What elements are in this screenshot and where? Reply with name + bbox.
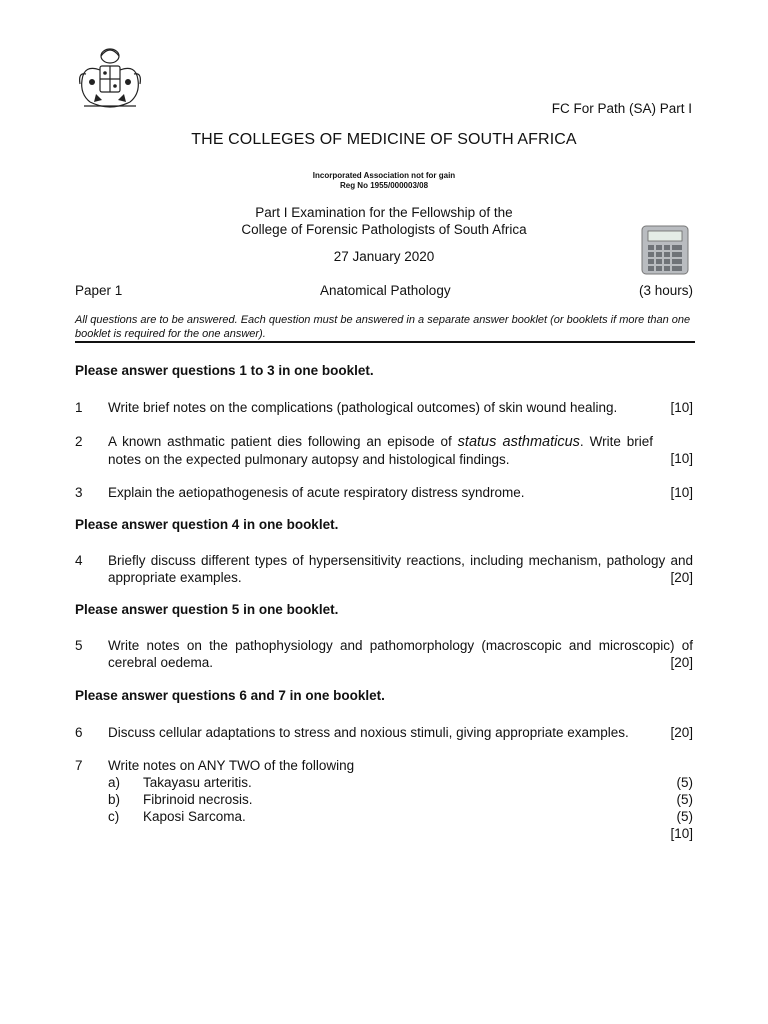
paper-info-row <box>75 283 693 298</box>
registration-number: Reg No 1955/000003/08 <box>339 181 429 190</box>
question-text-part: . Write brief notes on the expected pulmonary autopsy and histological findings. <box>108 434 654 467</box>
part-marks: (5) <box>676 809 693 824</box>
part-marks: (5) <box>676 792 693 807</box>
part-letter: c) <box>108 809 120 824</box>
question-text-italic: status asthmaticus <box>457 434 580 450</box>
exam-title-line-1: Part I Examination for the Fellowship of the <box>255 205 513 220</box>
question-7-part-c <box>108 808 693 825</box>
instructions: All questions are to be answered. Each question must be answered in a separate answer booklet (or booklets if more than one booklet is required for the one answer). <box>75 314 691 340</box>
part-text: Fibrinoid necrosis. <box>143 792 253 807</box>
section-heading: Please answer questions 6 and 7 in one booklet. <box>75 688 385 703</box>
incorporated-text: Incorporated Association not for gain <box>312 171 456 180</box>
question-text: Write notes on the pathophysiology and pathomorphology (macroscopic and microscopic) of cerebral oedema. <box>108 638 693 670</box>
question-text: Discuss cellular adaptations to stress and noxious stimuli, giving appropriate examples. <box>108 725 629 740</box>
part-marks: (5) <box>676 775 693 790</box>
question-7 <box>75 757 693 774</box>
question-text <box>108 433 653 468</box>
incorporation-note <box>0 171 768 191</box>
question-marks: [20] <box>670 570 693 585</box>
divider <box>75 341 695 343</box>
section-heading: Please answer question 5 in one booklet. <box>75 602 339 617</box>
college-name: THE COLLEGES OF MEDICINE OF SOUTH AFRICA <box>191 131 577 148</box>
question-7-part-a <box>108 774 693 791</box>
section-heading: Please answer question 4 in one booklet. <box>75 517 339 532</box>
question-number: 3 <box>75 485 83 500</box>
part-text: Kaposi Sarcoma. <box>143 809 246 824</box>
paper-number: Paper 1 <box>75 283 123 298</box>
question-text: Write notes on ANY TWO of the following <box>108 758 355 773</box>
exam-date: 27 January 2020 <box>333 249 435 264</box>
question-5 <box>75 637 693 671</box>
exam-title <box>0 204 768 238</box>
question-number: 2 <box>75 434 83 449</box>
paper-duration: (3 hours) <box>638 283 693 298</box>
question-text: Write brief notes on the complications (pathological outcomes) of skin wound healing. <box>108 400 618 415</box>
question-3 <box>75 484 693 501</box>
question-1 <box>75 399 693 416</box>
question-4 <box>75 552 693 586</box>
question-text-part: A known asthmatic patient dies following an episode of <box>108 434 458 449</box>
paper-subject: Anatomical Pathology <box>320 283 451 298</box>
question-6 <box>75 724 693 741</box>
question-number: 5 <box>75 638 83 653</box>
question-text: Briefly discuss different types of hypersensitivity reactions, including mechanism, pathology and appropriate examples. <box>108 553 693 585</box>
question-number: 7 <box>75 758 83 773</box>
part-letter: b) <box>108 792 121 807</box>
question-text: Explain the aetiopathogenesis of acute respiratory distress syndrome. <box>108 485 525 500</box>
section-heading: Please answer questions 1 to 3 in one booklet. <box>75 363 374 378</box>
question-7-total <box>108 825 693 842</box>
question-2 <box>75 433 693 467</box>
question-marks: [10] <box>670 485 693 500</box>
part-text: Takayasu arteritis. <box>143 775 252 790</box>
question-number: 4 <box>75 553 83 568</box>
question-marks: [20] <box>670 655 693 670</box>
part-letter: a) <box>108 775 121 790</box>
exam-title-line-2: College of Forensic Pathologists of South Africa <box>241 222 527 237</box>
question-marks: [20] <box>670 725 693 740</box>
question-marks: [10] <box>670 451 693 466</box>
question-marks: [10] <box>670 400 693 415</box>
college-crest-logo <box>74 44 146 114</box>
question-marks: [10] <box>670 826 693 841</box>
question-number: 6 <box>75 725 83 740</box>
question-7-part-b <box>108 791 693 808</box>
course-code: FC For Path (SA) Part I <box>551 101 692 116</box>
question-number: 1 <box>75 400 83 415</box>
